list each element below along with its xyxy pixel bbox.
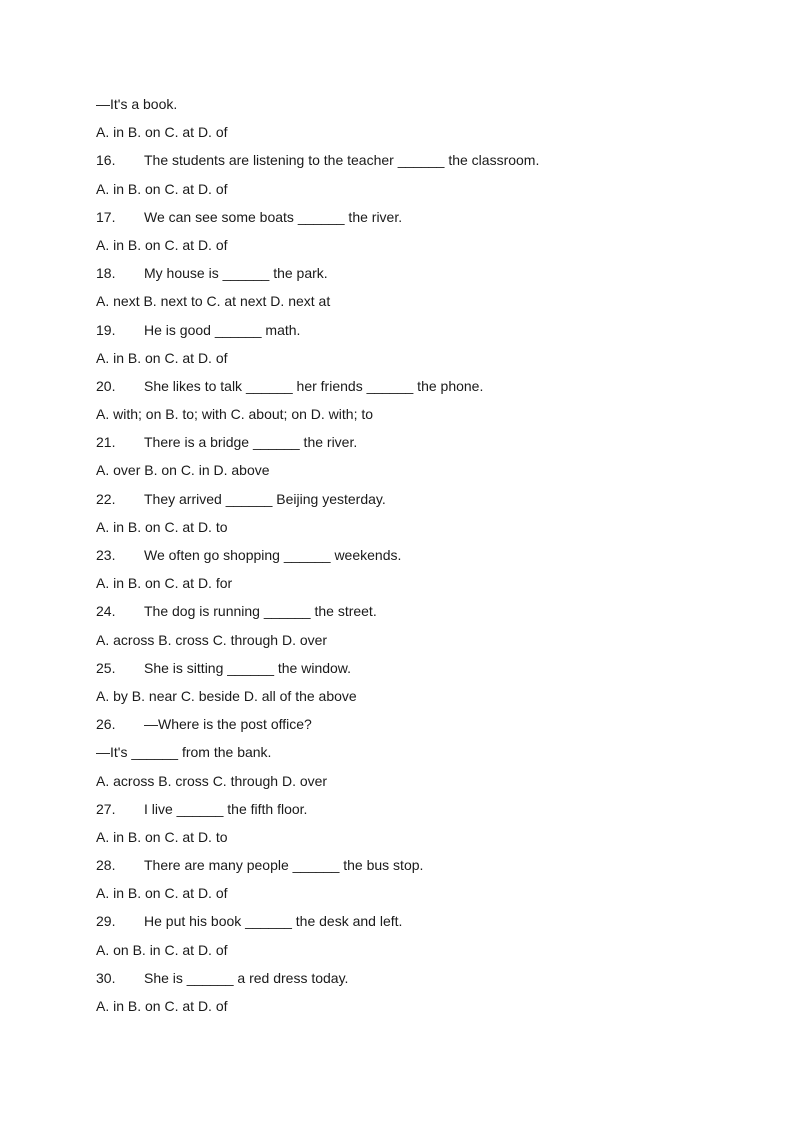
options-line: A. over B. on C. in D. above (96, 462, 270, 479)
question-text: We can see some boats ______ the river. (144, 208, 403, 225)
question-number: 25. (96, 659, 116, 676)
question-text: He is good ______ math. (144, 321, 301, 338)
question-text: She likes to talk ______ her friends ______ the phone. (144, 377, 484, 394)
intro-answer-line: —It's a book. (96, 96, 178, 112)
question-text: The dog is running ______ the street. (144, 603, 377, 620)
options-line: A. in B. on C. at D. of (96, 236, 228, 253)
options-line: A. with; on B. to; with C. about; on D. with; to (96, 406, 374, 423)
question-line (96, 263, 736, 291)
question-number: 23. (96, 547, 116, 563)
question-line (96, 320, 736, 348)
question-line (96, 489, 736, 517)
question-line (96, 376, 736, 404)
question-line (96, 714, 736, 742)
question-line (96, 432, 736, 460)
intro-options-line: A. in B. on C. at D. of (96, 124, 228, 141)
options-line: A. on B. in C. at D. of (96, 941, 228, 958)
question-number: 28. (96, 857, 116, 874)
question-line (96, 601, 736, 629)
options-line: A. in B. on C. at D. of (96, 885, 228, 902)
options-line: A. across B. cross C. through D. over (96, 772, 328, 789)
question-line (96, 855, 736, 883)
question-number: 16. (96, 152, 116, 169)
question-text: They arrived ______ Beijing yesterday. (144, 490, 386, 507)
question-number: 22. (96, 490, 116, 507)
question-number: 17. (96, 208, 116, 225)
question-line (96, 911, 736, 939)
options-line: A. across B. cross C. through D. over (96, 631, 328, 648)
question-list (96, 94, 736, 1024)
options-line: A. in B. on C. at D. for (96, 575, 233, 592)
question-number: 18. (96, 265, 116, 282)
question-number: 29. (96, 913, 116, 930)
question-number: 20. (96, 377, 116, 394)
question-number: 27. (96, 800, 116, 817)
question-line (96, 545, 736, 573)
question-line (96, 658, 736, 686)
question-text: There is a bridge ______ the river. (144, 434, 358, 451)
question-line (96, 150, 736, 178)
question-text: She is ______ a red dress today. (144, 969, 349, 986)
options-line: A. in B. on C. at D. of (96, 349, 228, 366)
question-line (96, 968, 736, 996)
question-extra-line: —It's ______ from the bank. (96, 744, 272, 761)
options-line: A. in B. on C. at D. to (96, 828, 228, 845)
options-line: A. in B. on C. at D. of (96, 998, 228, 1014)
question-number: 21. (96, 434, 116, 451)
question-text: My house is ______ the park. (144, 265, 328, 282)
question-line (96, 207, 736, 235)
question-text: —Where is the post office? (144, 716, 312, 733)
options-line: A. in B. on C. at D. to (96, 518, 228, 535)
options-line: A. by B. near C. beside D. all of the above (96, 687, 357, 704)
question-number: 30. (96, 969, 116, 986)
question-number: 19. (96, 321, 116, 338)
question-line (96, 799, 736, 827)
question-text: We often go shopping ______ weekends. (144, 547, 402, 563)
question-number: 24. (96, 603, 116, 620)
question-text: He put his book ______ the desk and left. (144, 913, 403, 930)
question-text: I live ______ the fifth floor. (144, 800, 308, 817)
question-text: There are many people ______ the bus stop. (144, 857, 424, 874)
options-line: A. next B. next to C. at next D. next at (96, 293, 331, 310)
question-number: 26. (96, 716, 116, 733)
options-line: A. in B. on C. at D. of (96, 180, 228, 197)
question-text: The students are listening to the teacher ______ the classroom. (144, 152, 540, 169)
question-text: She is sitting ______ the window. (144, 659, 352, 676)
